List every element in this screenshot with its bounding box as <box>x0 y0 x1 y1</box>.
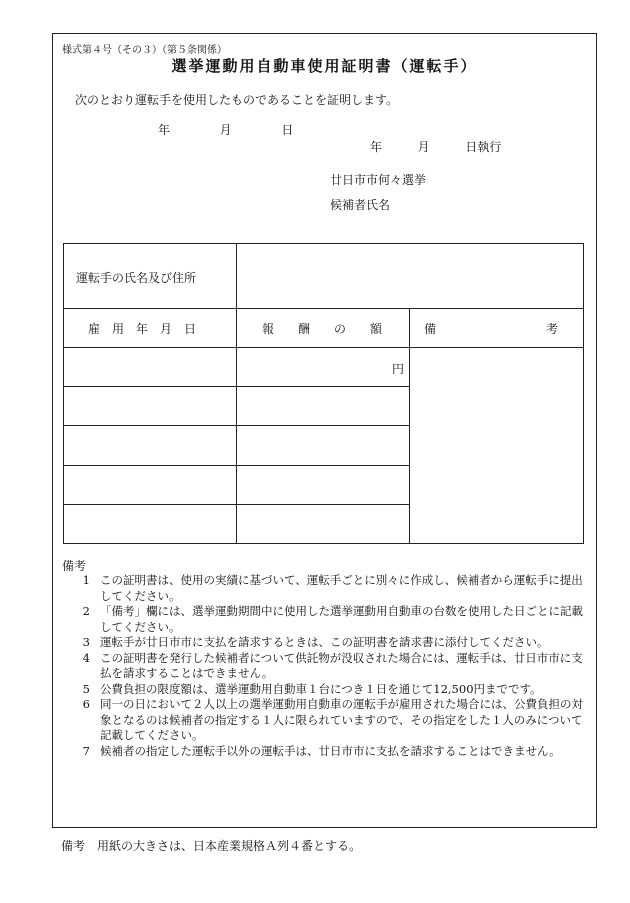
date-year: 年 <box>158 123 171 137</box>
note-number: 5 <box>82 681 90 696</box>
note-text: 候補者の指定した運転手以外の運転手は、廿日市市に支払を請求することはできません。 <box>100 743 561 758</box>
candidate-name-label: 候補者氏名 <box>330 198 391 212</box>
note-number: 6 <box>82 697 90 711</box>
note-text: 「備考」欄には、選挙運動期間中に使用した選挙運動用自動車の台数を使用した日ごとに記載してください。 <box>100 604 583 634</box>
employment-date-header: 雇 用 年 月 日 <box>88 322 197 336</box>
note-text: 同一の日において２人以上の選挙運動用自動車の運転手が雇用された場合には、公費負担の対象となるのは候補者の指定する１人に限られていますので、その指定をした１人のみについて記載してください。 <box>100 697 583 742</box>
yen-unit: 円 <box>392 362 405 376</box>
note-item <box>62 697 587 744</box>
election-month: 月 <box>417 140 430 154</box>
remarks-header-right: 考 <box>546 322 559 336</box>
note-text: この証明書を発行した候補者について供託物が没収された場合には、運転手は、廿日市市に支払を請求することはできません。 <box>100 650 583 680</box>
remuneration-header: 報 酬 の 額 <box>262 322 383 336</box>
intro-text: 次のとおり運転手を使用したものであることを証明します。 <box>75 93 399 107</box>
note-number: 7 <box>82 743 90 758</box>
note-item <box>62 744 587 760</box>
note-text: この証明書は、使用の実績に基づいて、運転手ごとに別々に作成し、候補者から運転手に提出してください。 <box>100 573 583 603</box>
date-month: 月 <box>219 123 232 137</box>
note-number: 1 <box>82 573 90 587</box>
driver-name-address-label: 運転手の氏名及び住所 <box>76 271 197 285</box>
form-number: 様式第４号（その３）（第５条関係） <box>62 45 227 56</box>
paper-size-note: 備考 用紙の大きさは、日本産業規格Ａ列４番とする。 <box>61 839 362 853</box>
election-day-issued: 日執行 <box>465 140 502 154</box>
note-text: 運転手が廿日市市に支払を請求するときは、この証明書を請求書に添付してください。 <box>100 635 549 649</box>
table-outer-border <box>64 244 584 544</box>
document-title: 選挙運動用自動車使用証明書（運転手） <box>171 57 478 75</box>
notes-heading: 備考 <box>62 559 87 573</box>
note-number: 2 <box>82 604 90 618</box>
note-item <box>62 635 587 651</box>
note-text: 公費負担の限度額は、選挙運動用自動車１台につき１日を通じて12,500円までです。 <box>100 681 542 696</box>
note-item <box>62 651 587 682</box>
note-item <box>62 682 587 698</box>
election-name: 廿日市市何々選挙 <box>330 173 427 187</box>
note-number: 3 <box>82 635 90 649</box>
note-number: 4 <box>82 650 90 665</box>
date-day: 日 <box>281 123 294 137</box>
election-year: 年 <box>370 140 383 154</box>
note-item <box>62 573 587 604</box>
note-item <box>62 604 587 635</box>
remarks-header-left: 備 <box>424 322 437 336</box>
notes-list <box>62 573 587 759</box>
